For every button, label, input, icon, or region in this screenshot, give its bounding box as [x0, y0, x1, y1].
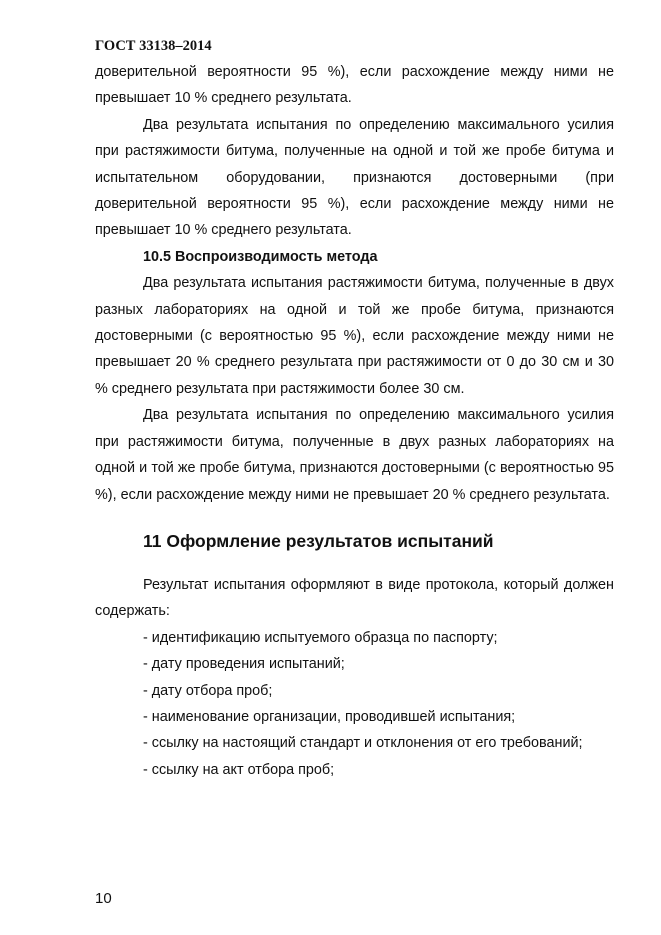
list-item: - дату проведения испытаний; [143, 656, 345, 673]
list-item: - ссылку на акт отбора проб; [143, 761, 335, 778]
page-number: 10 [95, 890, 112, 907]
section-title: 11 Оформление результатов испытаний [143, 530, 494, 551]
list-item: - наименование организации, проводившей испытания; [143, 708, 516, 725]
list-item: - ссылку на настоящий стандарт и отклонения от его требований; [143, 735, 583, 752]
document-header: ГОСТ 33138–2014 [95, 38, 212, 54]
paragraph: Два результата испытания растяжимости битума, полученные в двух разных лабораториях на одной и той же пробе битума, признаются достоверными (с вероятностью 95 %), если расхождение между ними не превышает 20 % среднего результата при растяжимости от 0 до 30 см и 30 % среднего результата при растяжимости более 30 см. [95, 275, 614, 397]
list-item: - идентификацию испытуемого образца по паспорту; [143, 629, 498, 646]
subsection-title: 10.5 Воспроизводимость метода [143, 248, 378, 265]
list-item: - дату отбора проб; [143, 682, 273, 699]
paragraph: Два результата испытания по определению максимального усилия при растяжимости битума, полученные в двух разных лабораториях на одной и той же пробе битума, признаются достоверными (с вероятностью 95 %), если расхождение между ними не превышает 20 % среднего результата. [95, 407, 614, 503]
paragraph: Два результата испытания по определению максимального усилия при растяжимости битума, полученные на одной и той же пробе битума и испытательном оборудовании, признаются достоверными (при доверительной вероятности 95 %), если расхождение между ними не превышает 10 % среднего результата. [95, 116, 614, 239]
paragraph-continuation: доверительной вероятности 95 %), если расхождение между ними не превышает 10 % среднего результата. [95, 64, 614, 107]
paragraph: Результат испытания оформляют в виде протокола, который должен содержать: [95, 576, 614, 620]
document-body [95, 59, 614, 783]
